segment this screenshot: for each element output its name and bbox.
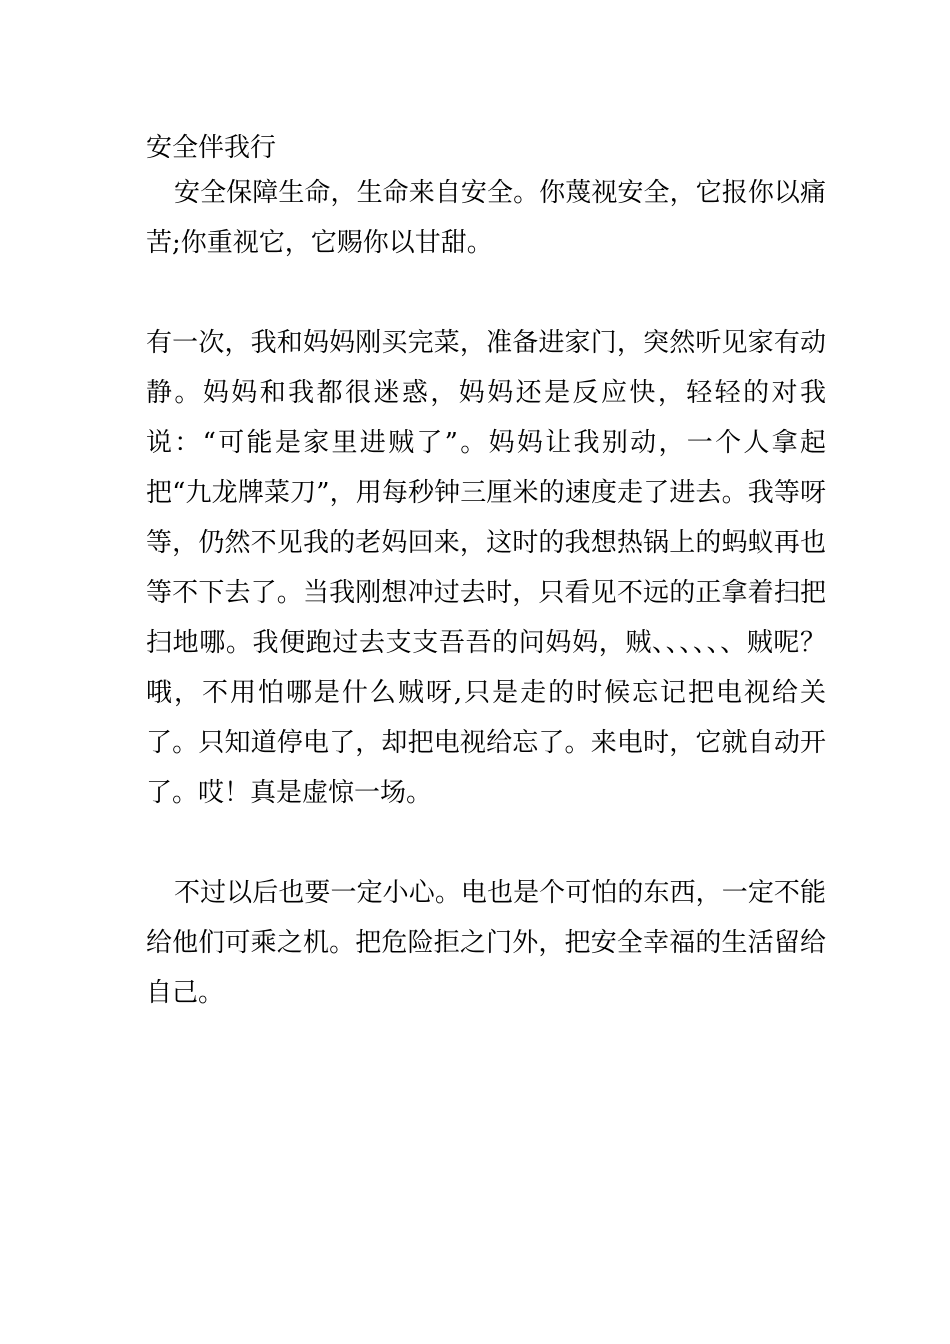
- document-title: 安全伴我行: [146, 133, 277, 163]
- paragraph-story: 有一次，我和妈妈刚买完菜，准备进家门，突然听见家有动静。妈妈和我都很迷惑，妈妈还是反应快，轻轻的对我说：“可能是家里进贼了”。妈妈让我别动，一个人拿起把“九龙牌菜刀”，用每秒钟三厘米的速度走了进去。我等呀等，仍然不见我的老妈回来，这时的我想热锅上的蚂蚁再也等不下去了。当我刚想冲过去时，只看见不远的正拿着扫把扫地哪。我便跑过去支支吾吾的问妈妈，贼、、、、、、贼呢？哦，不用怕哪是什么贼呀,只是走的时候忘记把电视给关了。只知道停电了，却把电视给忘了。来电时，它就自动开了。哎！真是虚惊一场。: [146, 328, 826, 808]
- document-page: [146, 128, 826, 1018]
- paragraph-gap: [146, 818, 826, 868]
- paragraph-conclusion: 不过以后也要一定小心。电也是个可怕的东西，一定不能给他们可乘之机。把危险拒之门外，把安全幸福的生活留给自己。: [146, 878, 826, 1008]
- paragraph-intro: 安全保障生命，生命来自安全。你蔑视安全，它报你以痛苦;你重视它，它赐你以甘甜。: [146, 178, 826, 258]
- paragraph-gap: [146, 268, 826, 318]
